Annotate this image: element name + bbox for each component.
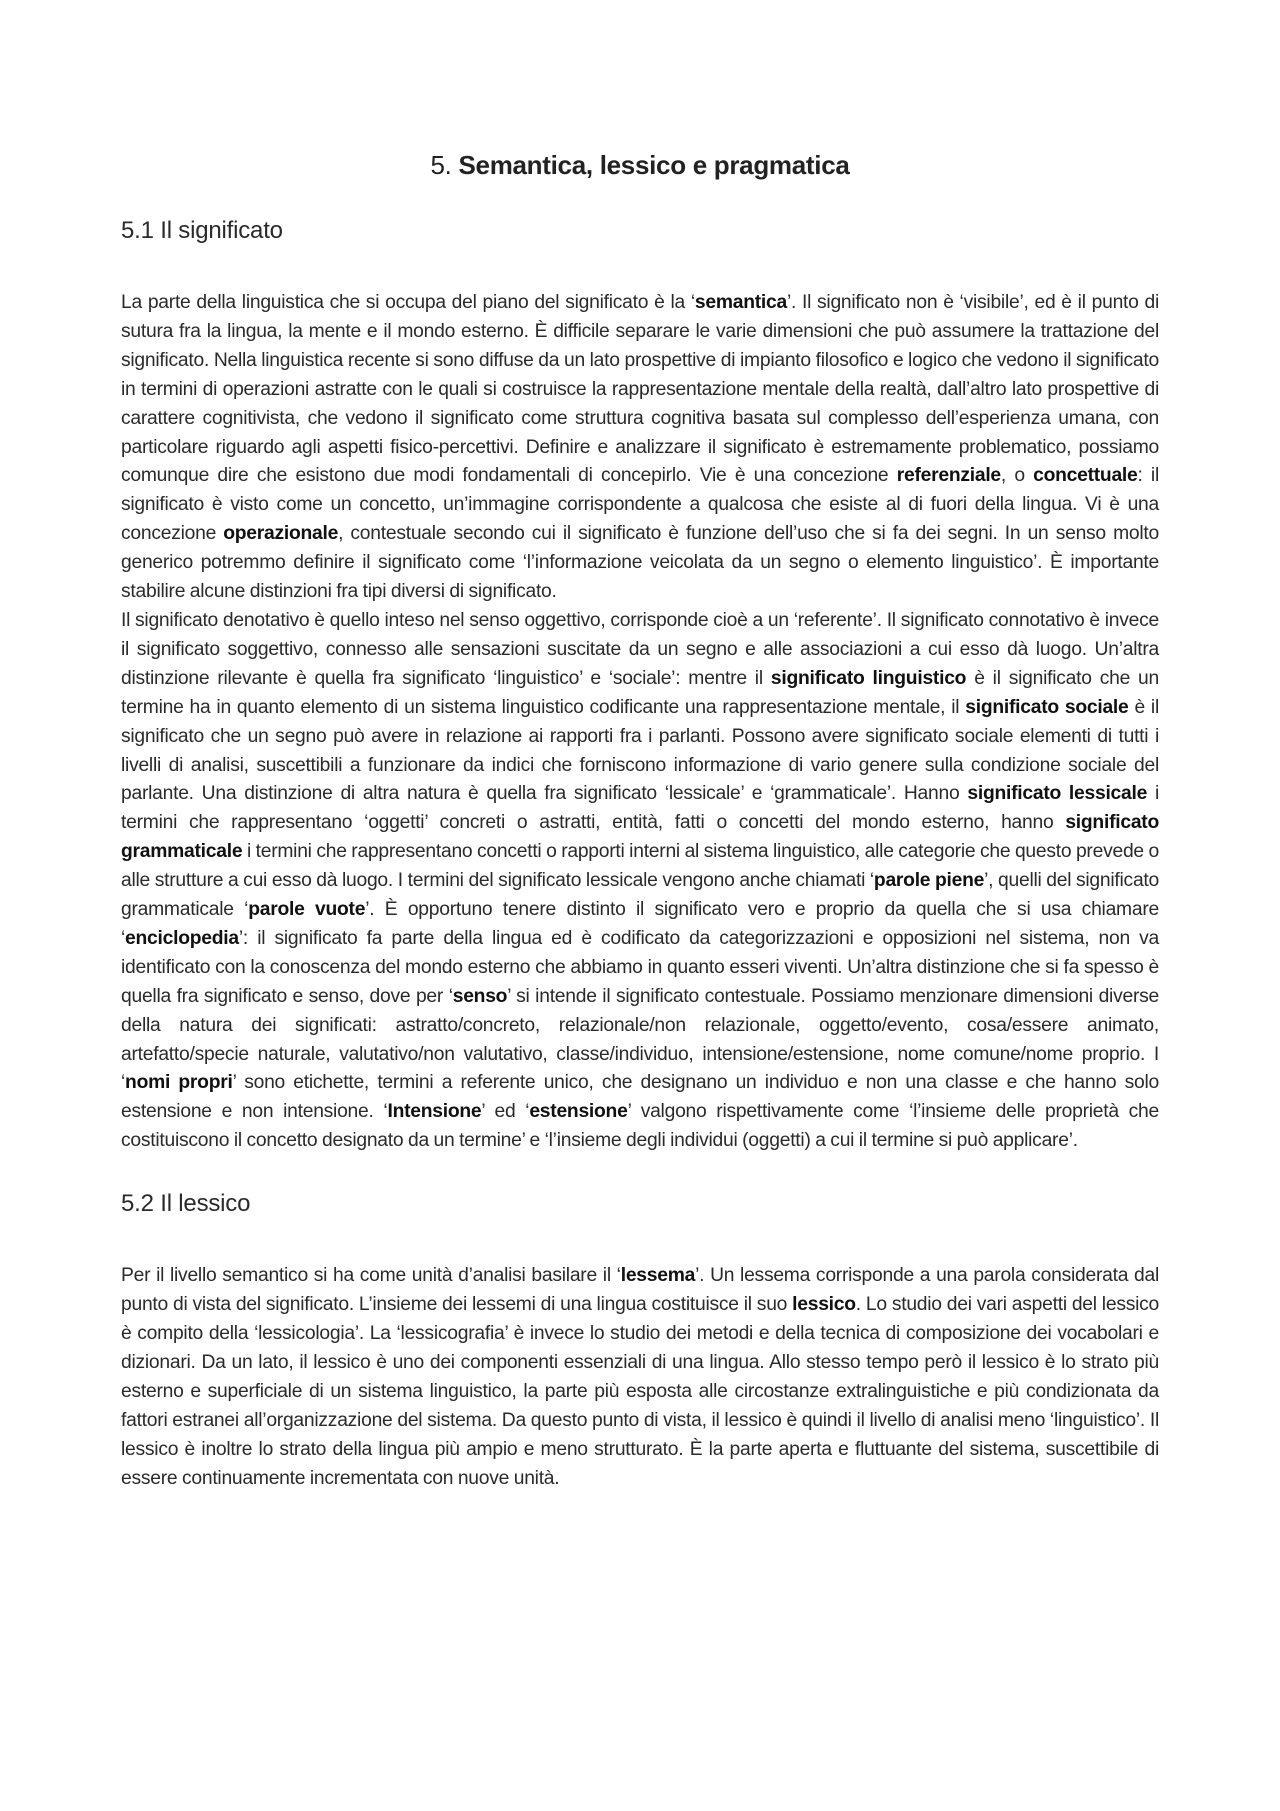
page-title [121, 150, 1159, 181]
body-text: , o [1000, 465, 1034, 487]
body-text: ’ ed ‘ [481, 1101, 530, 1123]
body-text: La parte della linguistica che si occupa del piano del significato è la ‘ [121, 292, 695, 313]
body-text: ’ sono etichette, termini a referente unico, che designano un individuo e non una classe e che hanno solo estensione e non intensione. ‘ [121, 1072, 1159, 1123]
key-term: referenziale [896, 465, 1001, 487]
body-text: Per il livello semantico si ha come unità d’analisi basilare il ‘ [121, 1265, 621, 1287]
paragraph-lessico-1 [121, 1262, 1159, 1493]
paragraph-significato-2 [121, 607, 1159, 1156]
body-text: ’. Il significato non è ‘visibile’, ed è il punto di sutura fra la lingua, la mente e il mondo esterno. È difficile separare le varie dimensioni che può assumere la trattazione del significato. Nella linguistica recente si sono diffuse da un lato prospettive di impianto filosofico e logico che vedono il significato in termini di operazioni astratte con le quali si costruisce la rappresentazione mentale della realtà, dall’altro lato prospettive di carattere cognitivista, che vedono il significato come struttura cognitiva basata sul complesso dell’esperienza umana, con particolare riguardo agli aspetti fisico-percettivi. Definire e analizzare il significato è estremamente problematico, possiamo comunque dire che esistono due modi fondamentali di concepirlo. Vie è una concezione [121, 292, 1160, 487]
key-term: lessema [620, 1265, 696, 1287]
key-term: estensione [529, 1101, 628, 1123]
key-term: nomi propri [125, 1072, 233, 1094]
body-text: , contestuale secondo cui il significato è funzione dell’uso che si fa dei segni. In un senso molto generico potremmo definire il significato come ‘l’informazione veicolata da un segno o elemento linguistico’. È importante stabilire alcune distinzioni fra tipi diversi di significato. [121, 523, 1159, 603]
body-text: ’: il significato fa parte della lingua ed è codificato da categorizzazioni e opposizioni nel sistema, non va identificato con la conoscenza del mondo esterno che abbiamo in quanto esseri viventi. Un’altra distinzione che si fa spesso è quella fra significato e senso, dove per ‘ [121, 927, 1159, 1007]
body-text: ’. È opportuno tenere distinto il significato vero e proprio da quella che si usa chiamare ‘ [121, 899, 1159, 949]
key-term: parole vuote [248, 899, 366, 921]
key-term: enciclopedia [125, 927, 239, 949]
key-term: operazionale [223, 523, 339, 545]
title-text: Semantica, lessico e pragmatica [458, 150, 850, 180]
body-text: ’ valgono rispettivamente come ‘l’insieme delle proprietà che costituiscono il concetto designato da un termine’ e ‘l’insieme degli individui (oggetti) a cui il termine si può applicare’. [121, 1101, 1159, 1152]
key-term: Intensione [387, 1101, 482, 1123]
section-heading-significato: 5.1 Il significato [121, 217, 283, 244]
key-term: parole piene [873, 870, 985, 892]
key-term: significato linguistico [770, 667, 967, 689]
section-heading-lessico: 5.2 Il lessico [121, 1190, 251, 1218]
body-text: i termini che rappresentano ‘oggetti’ concreti o astratti, entità, fatti o concetti del mondo esterno, hanno [121, 783, 1160, 834]
key-term: significato lessicale [967, 783, 1148, 805]
title-number: 5. [430, 150, 452, 180]
body-text: è il significato che un termine ha in quanto elemento di un sistema linguistico codificante una rappresentazione mentale, il [121, 667, 1159, 718]
key-term: significato grammaticale [121, 812, 1159, 863]
body-text: : il significato è visto come un concetto, un’immagine corrispondente a qualcosa che esiste al di fuori della lingua. Vi è una concezione [121, 465, 1160, 545]
key-term: senso [452, 985, 508, 1007]
body-text: ’. Un lessema corrisponde a una parola considerata dal punto di vista del significato. L’insieme dei lessemi di una lingua costituisce il suo [121, 1265, 1160, 1316]
paragraph-significato-1 [121, 289, 1159, 607]
key-term: lessico [792, 1294, 856, 1316]
body-text: ’ si intende il significato contestuale. Possiamo menzionare dimensioni diverse della natura dei significati: astratto/concreto, relazionale/non relazionale, oggetto/evento, cosa/essere animato, artefatto/specie naturale, valutativo/non valutativo, classe/individuo, intensione/estensione, nome comune/nome proprio. I ‘ [121, 985, 1159, 1094]
body-text: . Lo studio dei vari aspetti del lessico è compito della ‘lessicologia’. La ‘lessicografia’ è invece lo studio dei metodi e della tecnica di composizione dei vocabolari e dizionari. Da un lato, il lessico è uno dei componenti essenziali di una lingua. Allo stesso tempo però il lessico è lo strato più esterno e superficiale di un sistema linguistico, la parte più esposta alle circostanze extralinguistiche e più condizionata da fattori estranei all’organizzazione del sistema. Da questo punto di vista, il lessico è quindi il livello di analisi meno ‘linguistico’. Il lessico è inoltre lo strato della lingua più ampio e meno strutturato. È la parte aperta e fluttuante del sistema, suscettibile di essere continuamente incrementata con nuove unità. [121, 1294, 1159, 1489]
body-text: ’, quelli del significato grammaticale ‘ [121, 870, 1159, 921]
body-text: Il significato denotativo è quello inteso nel senso oggettivo, corrisponde cioè a un ‘referente’. Il significato connotativo è invece il significato soggettivo, connesso alle sensazioni suscitate da un segno e alle associazioni a cui esso dà luogo. Un’altra distinzione rilevante è quella fra significato ‘linguistico’ e ‘sociale’: mentre il [121, 609, 1159, 689]
section-lessico [121, 1190, 1159, 1493]
document-page [121, 150, 1159, 1493]
key-term: significato sociale [965, 696, 1129, 718]
body-text: i termini che rappresentano concetti o rapporti interni al sistema linguistico, alle categorie che questo prevede o alle strutture a cui esso dà luogo. I termini del significato lessicale vengono anche chiamati ‘ [121, 841, 1159, 892]
body-text: è il significato che un segno può avere in relazione ai rapporti fra i parlanti. Possono avere significato sociale elementi di tutti i livelli di analisi, suscettibili a funzionare da indici che forniscono informazione di vario genere sulla condizione sociale del parlante. Una distinzione di altra natura è quella fra significato ‘lessicale’ e ‘grammaticale’. Hanno [121, 696, 1159, 805]
key-term: concettuale [1033, 465, 1138, 487]
key-term: semantica [694, 292, 787, 313]
